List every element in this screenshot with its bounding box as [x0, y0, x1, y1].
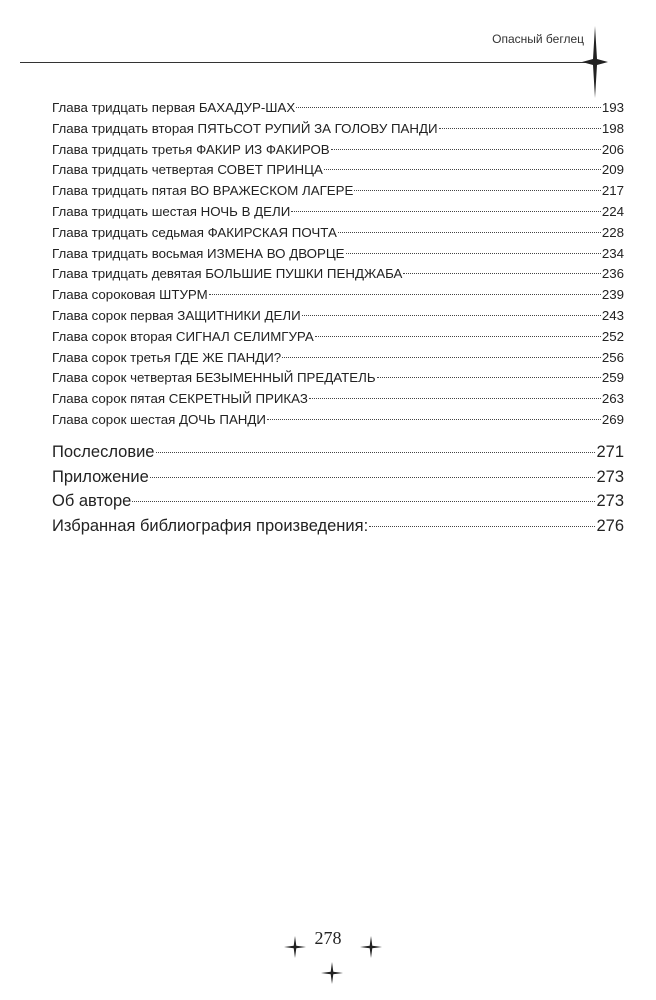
toc-leader-dots [324, 169, 601, 170]
toc-entry [52, 489, 624, 514]
toc-entry [52, 327, 624, 348]
toc-entry [52, 140, 624, 161]
toc-leader-dots [132, 501, 595, 502]
toc-entry-title: Глава сорок третья ГДЕ ЖЕ ПАНДИ? [52, 349, 282, 365]
toc-entry-title: Послесловие [52, 443, 155, 461]
toc-entry-page: 256 [601, 349, 624, 365]
toc-leader-dots [302, 315, 601, 316]
toc-leader-dots [315, 336, 601, 337]
toc-entry [52, 285, 624, 306]
toc-entry-title: Глава тридцать первая БАХАДУР-ШАХ [52, 100, 296, 115]
toc-entry [52, 368, 624, 389]
toc-entry-title: Глава тридцать шестая НОЧЬ В ДЕЛИ [52, 203, 291, 219]
toc-leader-dots [403, 273, 600, 274]
toc-entry-title: Избранная библиография произведения: [52, 516, 369, 535]
toc-leader-dots [346, 253, 601, 254]
toc-entry [52, 223, 624, 244]
toc-leader-dots [282, 357, 601, 358]
toc-entry-page: 276 [596, 516, 624, 535]
toc-entry-title: Глава сороковая ШТУРМ [52, 287, 208, 303]
toc-entry-page: 234 [601, 245, 624, 261]
page-footer [0, 928, 656, 988]
toc-leader-dots [150, 477, 596, 478]
toc-entry [52, 181, 624, 202]
toc-leader-dots [296, 107, 601, 108]
star-icon [321, 962, 343, 984]
toc-entry-page: 259 [601, 370, 624, 386]
toc-entry [52, 465, 624, 490]
star-icon [582, 26, 608, 98]
toc-entry-page: 273 [596, 492, 624, 510]
toc-entry-page: 273 [596, 467, 624, 486]
toc-entry-page: 252 [601, 328, 624, 344]
toc-entry-title: Глава сорок четвертая БЕЗЫМЕННЫЙ ПРЕДАТЕЛЬ [52, 370, 376, 386]
toc-entry-title: Глава тридцать девятая БОЛЬШИЕ ПУШКИ ПЕНДЖАБА [52, 266, 403, 282]
toc-entry-page: 206 [601, 141, 624, 157]
toc-entry-page: 228 [601, 224, 624, 240]
toc-entry-title: Глава тридцать третья ФАКИР ИЗ ФАКИРОВ [52, 141, 330, 157]
running-header [0, 18, 656, 108]
toc-leader-dots [331, 149, 601, 150]
toc-entry-page: 239 [601, 287, 624, 303]
table-of-contents-sections [52, 440, 624, 538]
toc-leader-dots [291, 211, 601, 212]
toc-entry [52, 244, 624, 265]
toc-entry-page: 193 [601, 100, 624, 115]
toc-entry [52, 410, 624, 431]
toc-leader-dots [377, 377, 601, 378]
header-rule [20, 62, 596, 63]
toc-entry [52, 202, 624, 223]
toc-entry [52, 119, 624, 140]
toc-leader-dots [267, 419, 601, 420]
toc-entry-title: Глава тридцать четвертая СОВЕТ ПРИНЦА [52, 162, 323, 178]
toc-entry [52, 389, 624, 410]
toc-entry-title: Глава сорок вторая СИГНАЛ СЕЛИМГУРА [52, 328, 314, 344]
toc-entry-page: 198 [601, 120, 624, 136]
toc-leader-dots [354, 190, 600, 191]
toc-entry-title: Глава тридцать восьмая ИЗМЕНА ВО ДВОРЦЕ [52, 245, 345, 261]
toc-entry-page: 236 [601, 266, 624, 282]
toc-entry-page: 269 [601, 411, 624, 427]
toc-leader-dots [338, 232, 601, 233]
toc-leader-dots [439, 128, 601, 129]
toc-leader-dots [209, 294, 601, 295]
toc-entry [52, 160, 624, 181]
toc-entry-page: 224 [601, 203, 624, 219]
toc-entry-page: 263 [601, 391, 624, 407]
toc-entry [52, 348, 624, 369]
toc-entry-title: Глава тридцать пятая ВО ВРАЖЕСКОМ ЛАГЕРЕ [52, 183, 354, 199]
star-icon [360, 936, 382, 958]
toc-entry-title: Глава тридцать седьмая ФАКИРСКАЯ ПОЧТА [52, 224, 337, 240]
toc-entry [52, 514, 624, 539]
page-number: 278 [314, 928, 342, 948]
toc-leader-dots [156, 452, 596, 453]
toc-entry [52, 98, 624, 119]
toc-entry [52, 264, 624, 285]
toc-entry-title: Глава сорок пятая СЕКРЕТНЫЙ ПРИКАЗ [52, 391, 308, 407]
toc-entry-page: 271 [596, 443, 624, 461]
toc-entry-title: Об авторе [52, 492, 132, 510]
toc-entry [52, 440, 624, 465]
toc-leader-dots [309, 398, 601, 399]
toc-entry-title: Глава тридцать вторая ПЯТЬСОТ РУПИЙ ЗА ГОЛОВУ ПАНДИ [52, 120, 438, 136]
toc-leader-dots [369, 526, 595, 527]
running-header-title: Опасный беглец [492, 32, 584, 46]
table-of-contents-chapters [52, 98, 624, 431]
toc-entry-title: Глава сорок шестая ДОЧЬ ПАНДИ [52, 411, 266, 427]
toc-entry-page: 243 [601, 307, 624, 323]
toc-entry [52, 306, 624, 327]
toc-entry-title: Приложение [52, 467, 149, 486]
toc-entry-title: Глава сорок первая ЗАЩИТНИКИ ДЕЛИ [52, 307, 301, 323]
toc-entry-page: 217 [601, 183, 624, 199]
toc-entry-page: 209 [601, 162, 624, 178]
